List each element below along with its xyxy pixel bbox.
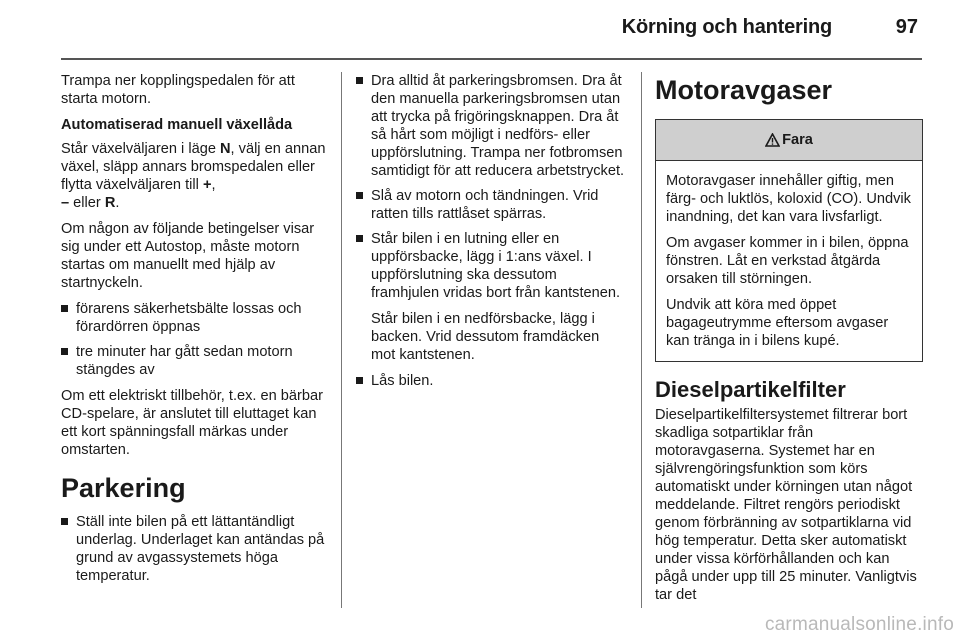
warning-triangle-icon [765,133,780,147]
list-item-text: Slå av motorn och tändningen. Vrid ratten tills rattlåset spärras. [371,188,599,222]
list-item [356,72,626,180]
warning-label: Fara [782,132,813,148]
section-title-dieselpartikelfilter: Dieselpartikelfilter [655,377,846,402]
column-divider-1 [341,72,342,608]
column-3 [655,72,923,612]
warning-header [656,120,922,161]
gear-or: eller [69,195,105,211]
list-item [61,300,327,336]
subheading-automated-gearbox: Automatiserad manuell växellåda [61,117,293,133]
danger-warning-box [655,119,923,362]
intro-paragraph: Trampa ner kopplingspedalen för att starta motorn. [61,73,295,107]
diesel-filter-paragraph: Dieselpartikelfiltersystemet filtrerar bort skadliga sotpartiklar från motoravgaserna. Systemet har en självrengöringsfunktion som körs automatiskt under körningen utan något meddelande. Filtret rengörs periodiskt genom förbränning av sotpartiklarna vid hög temperatur. Detta sker automatiskt under vissa körförhållanden och kan pågå under upp till 25 minuter. Vanligtvis tar det [655,407,917,603]
gear-minus: – [61,195,70,211]
header-divider [61,58,922,60]
gear-n: N [220,141,231,157]
warning-paragraph: Undvik att köra med öppet bagageutrymme eftersom avgaser kan tränga in i bilens kupé. [666,297,889,349]
section-title-parkering: Parkering [61,473,186,503]
bullet-square-icon [356,77,363,84]
column-divider-2 [641,72,642,608]
watermark: carmanualsonline.info [764,614,954,635]
warning-body [656,161,922,361]
warning-paragraph: Motoravgaser innehåller giftig, men färg- och luktlös, koloxid (CO). Undvik inandning, det kan vara livsfarligt. [666,173,911,225]
page-number: 97 [895,16,918,38]
page-header [0,0,960,58]
list-item-continuation: Står bilen i en nedförsbacke, lägg i backen. Vrid dessutom framdäcken mot kantstenen. [371,311,600,363]
parking-list-continued [356,72,626,302]
list-item-text: Står bilen i en lutning eller en uppförsbacke, lägg i 1:ans växel. I uppförslutning ska dessutom framhjulen vridas bort från kantstenen. [371,231,621,301]
list-item [356,230,626,302]
list-item-text: förarens säkerhetsbälte lossas och förardörren öppnas [76,301,302,335]
chapter-title: Körning och hantering [621,16,832,38]
list-item [356,187,626,223]
column-1 [61,72,327,593]
list-item-text: tre minuter har gått sedan motorn stängdes av [76,344,293,378]
gear-comma: , [211,177,216,193]
gear-end: . [115,195,120,211]
list-item-text: Lås bilen. [371,373,434,389]
list-item [61,513,327,585]
gear-plus: + [202,177,212,193]
autostop-conditions-list [61,300,327,379]
section-title-motoravgaser: Motoravgaser [655,75,833,105]
gear-r: R [104,195,116,211]
list-item [61,343,327,379]
gear-text-2: , välj en annan växel, släpp annars bromspedalen eller flytta växelväljaren till [61,141,326,193]
bullet-square-icon [61,518,68,525]
warning-paragraph: Om avgaser kommer in i bilen, öppna fönstren. Låt en verkstad åtgärda orsaken till störningen. [666,235,909,287]
list-item [356,372,626,390]
bullet-square-icon [61,305,68,312]
list-item-text: Dra alltid åt parkeringsbromsen. Dra åt den manuella parkeringsbromsen utan att trycka på frigöringsknappen. Dra åt så hårt som möjligt i nedförs- eller uppförslutning. Trampa ner fotbromsen samtidigt för att reducera arbetstrycket. [371,73,625,179]
parking-list-last [356,372,626,390]
bullet-square-icon [356,192,363,199]
accessory-paragraph: Om ett elektriskt tillbehör, t.ex. en bärbar CD-spelare, är anslutet till eluttaget kan ett kort spänningsfall märkas under omstarten. [61,388,323,458]
list-item-text: Ställ inte bilen på ett lättantändligt underlag. Underlaget kan antändas på grund av avgassystemets höga temperatur. [76,514,325,584]
bullet-square-icon [61,348,68,355]
autostop-paragraph: Om någon av följande betingelser visar sig under ett Autostop, måste motorn startas om manuellt med hjälp av startnyckeln. [61,221,315,291]
column-2 [356,72,626,398]
gear-text-1: Står växelväljaren i läge [61,141,220,157]
parking-list [61,513,327,585]
gear-selector-paragraph [61,140,327,212]
bullet-square-icon [356,377,363,384]
bullet-square-icon [356,235,363,242]
